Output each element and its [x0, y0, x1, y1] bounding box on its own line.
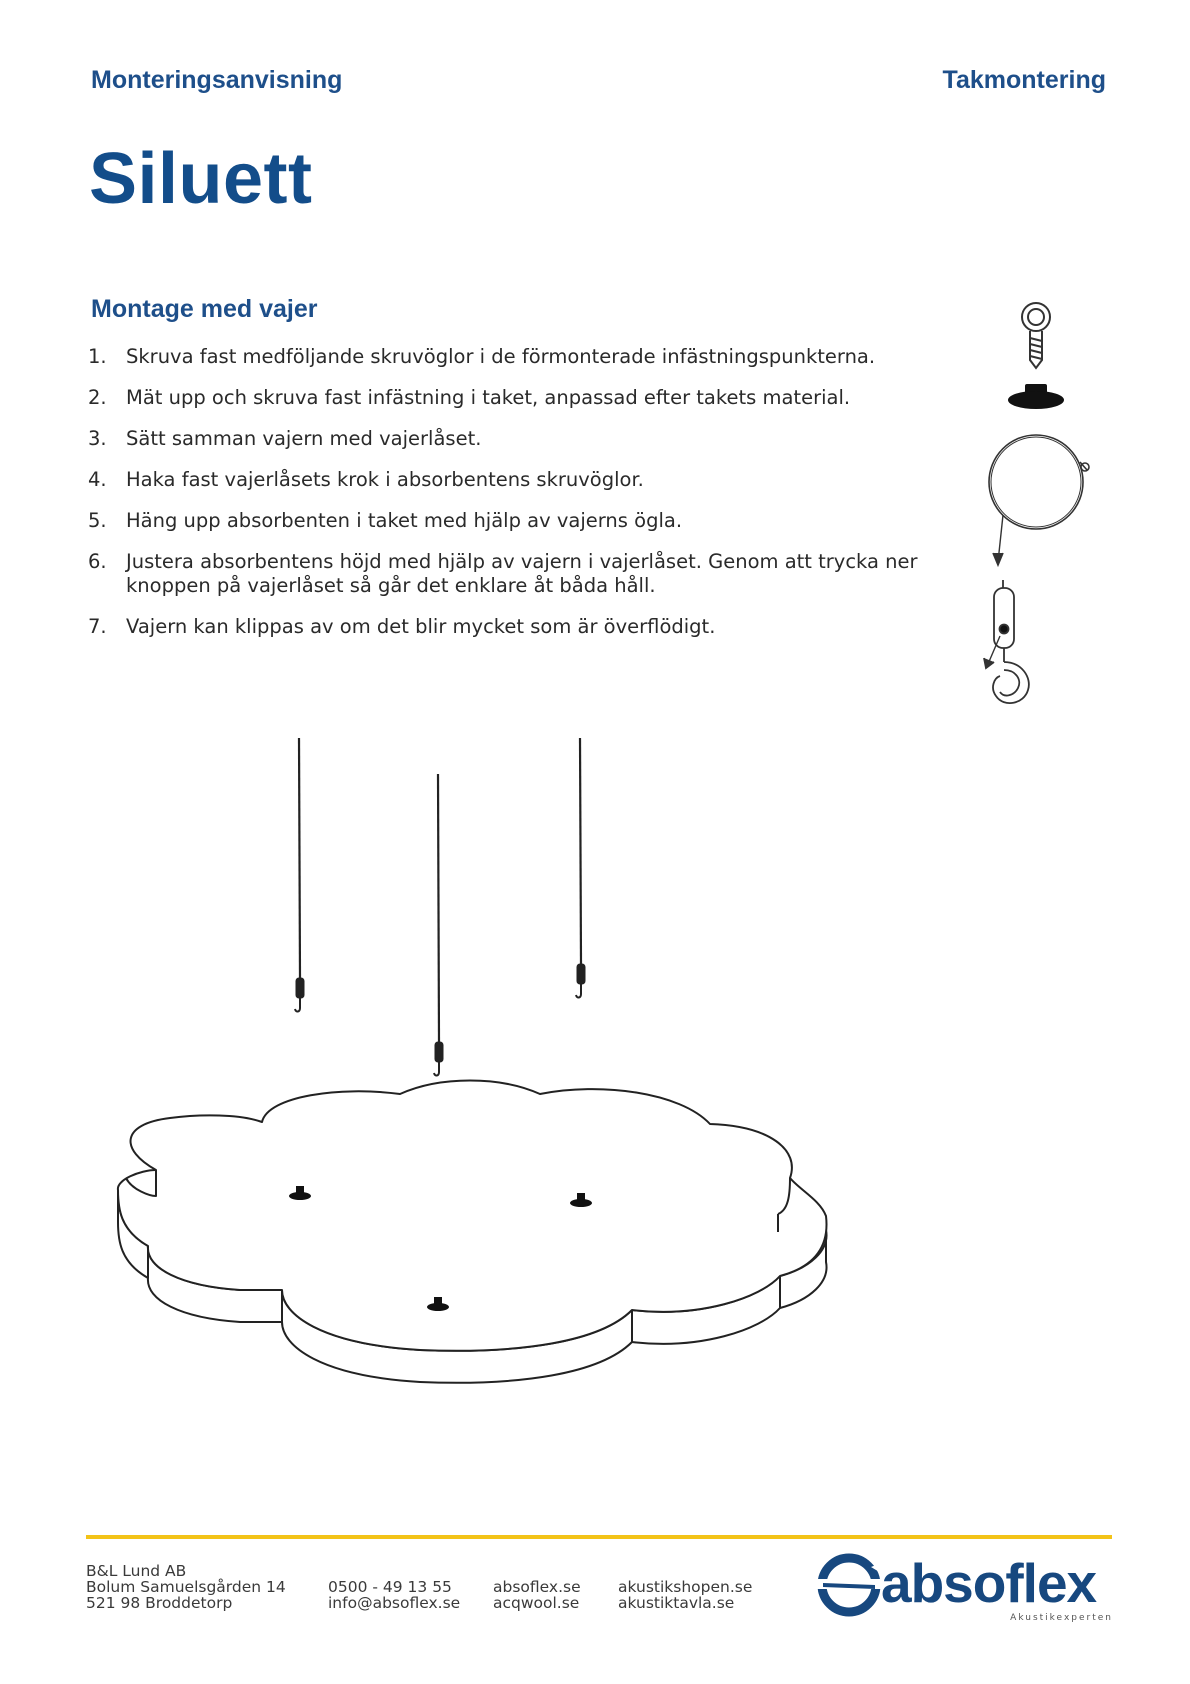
- doc-type-label: Monteringsanvisning: [91, 66, 343, 94]
- logo-tagline: Akustikexperten: [1010, 1613, 1113, 1623]
- eye-screw-icon: [1022, 303, 1050, 368]
- footer-contact: 0500 - 49 13 55 info@absoflex.se: [328, 1578, 461, 1612]
- wire-lock-icon: [984, 580, 1029, 703]
- page-title: Siluett: [89, 139, 313, 219]
- instruction-step: 3. Sätt samman vajern med vajerlåset.: [88, 427, 482, 450]
- footer-web: [493, 1579, 581, 1611]
- shop-link[interactable]: akustikshopen.se: [618, 1578, 753, 1596]
- hanging-wire: [434, 774, 443, 1076]
- footer-rule: [86, 1535, 1112, 1539]
- shop-link[interactable]: akustiktavla.se: [618, 1594, 735, 1612]
- website-link[interactable]: absoflex.se: [493, 1578, 581, 1596]
- instruction-step: 4. Haka fast vajerlåsets krok i absorbentens skruvöglor.: [88, 468, 644, 491]
- instruction-step: 7. Vajern kan klippas av om det blir mycket som är överflödigt.: [88, 615, 716, 638]
- website-link[interactable]: acqwool.se: [493, 1594, 580, 1612]
- hanging-wire: [295, 738, 304, 1012]
- logo-wordmark: absoflex: [881, 1552, 1097, 1614]
- siluett-panel: [118, 1081, 827, 1383]
- section-heading: Montage med vajer: [91, 295, 318, 323]
- logo-mark-icon: [817, 1549, 881, 1619]
- footer-company: B&L Lund AB Bolum Samuelsgården 14 521 98 Broddetorp: [86, 1562, 286, 1612]
- instruction-step: 1. Skruva fast medföljande skruvöglor i de förmonterade infästningspunkterna.: [88, 345, 876, 368]
- mount-type-label: Takmontering: [942, 66, 1106, 94]
- instruction-step: 2. Mät upp och skruva fast infästning i taket, anpassad efter takets material.: [88, 386, 851, 409]
- ceiling-mount-icon: [1008, 384, 1064, 409]
- wire-coil-icon: [989, 435, 1089, 565]
- instruction-step: 5. Häng upp absorbenten i taket med hjälp av vajerns ögla.: [88, 509, 683, 532]
- instruction-step: 6. Justera absorbentens höjd med hjälp av vajern i vajerlåset. Genom att trycka ner knoppen på vajerlåset så går det enklare åt båda håll.: [88, 550, 918, 597]
- absoflex-logo: [817, 1551, 1117, 1631]
- hanging-wire: [576, 738, 585, 998]
- footer-shops: [618, 1579, 752, 1611]
- email-link[interactable]: info@absoflex.se: [328, 1594, 461, 1612]
